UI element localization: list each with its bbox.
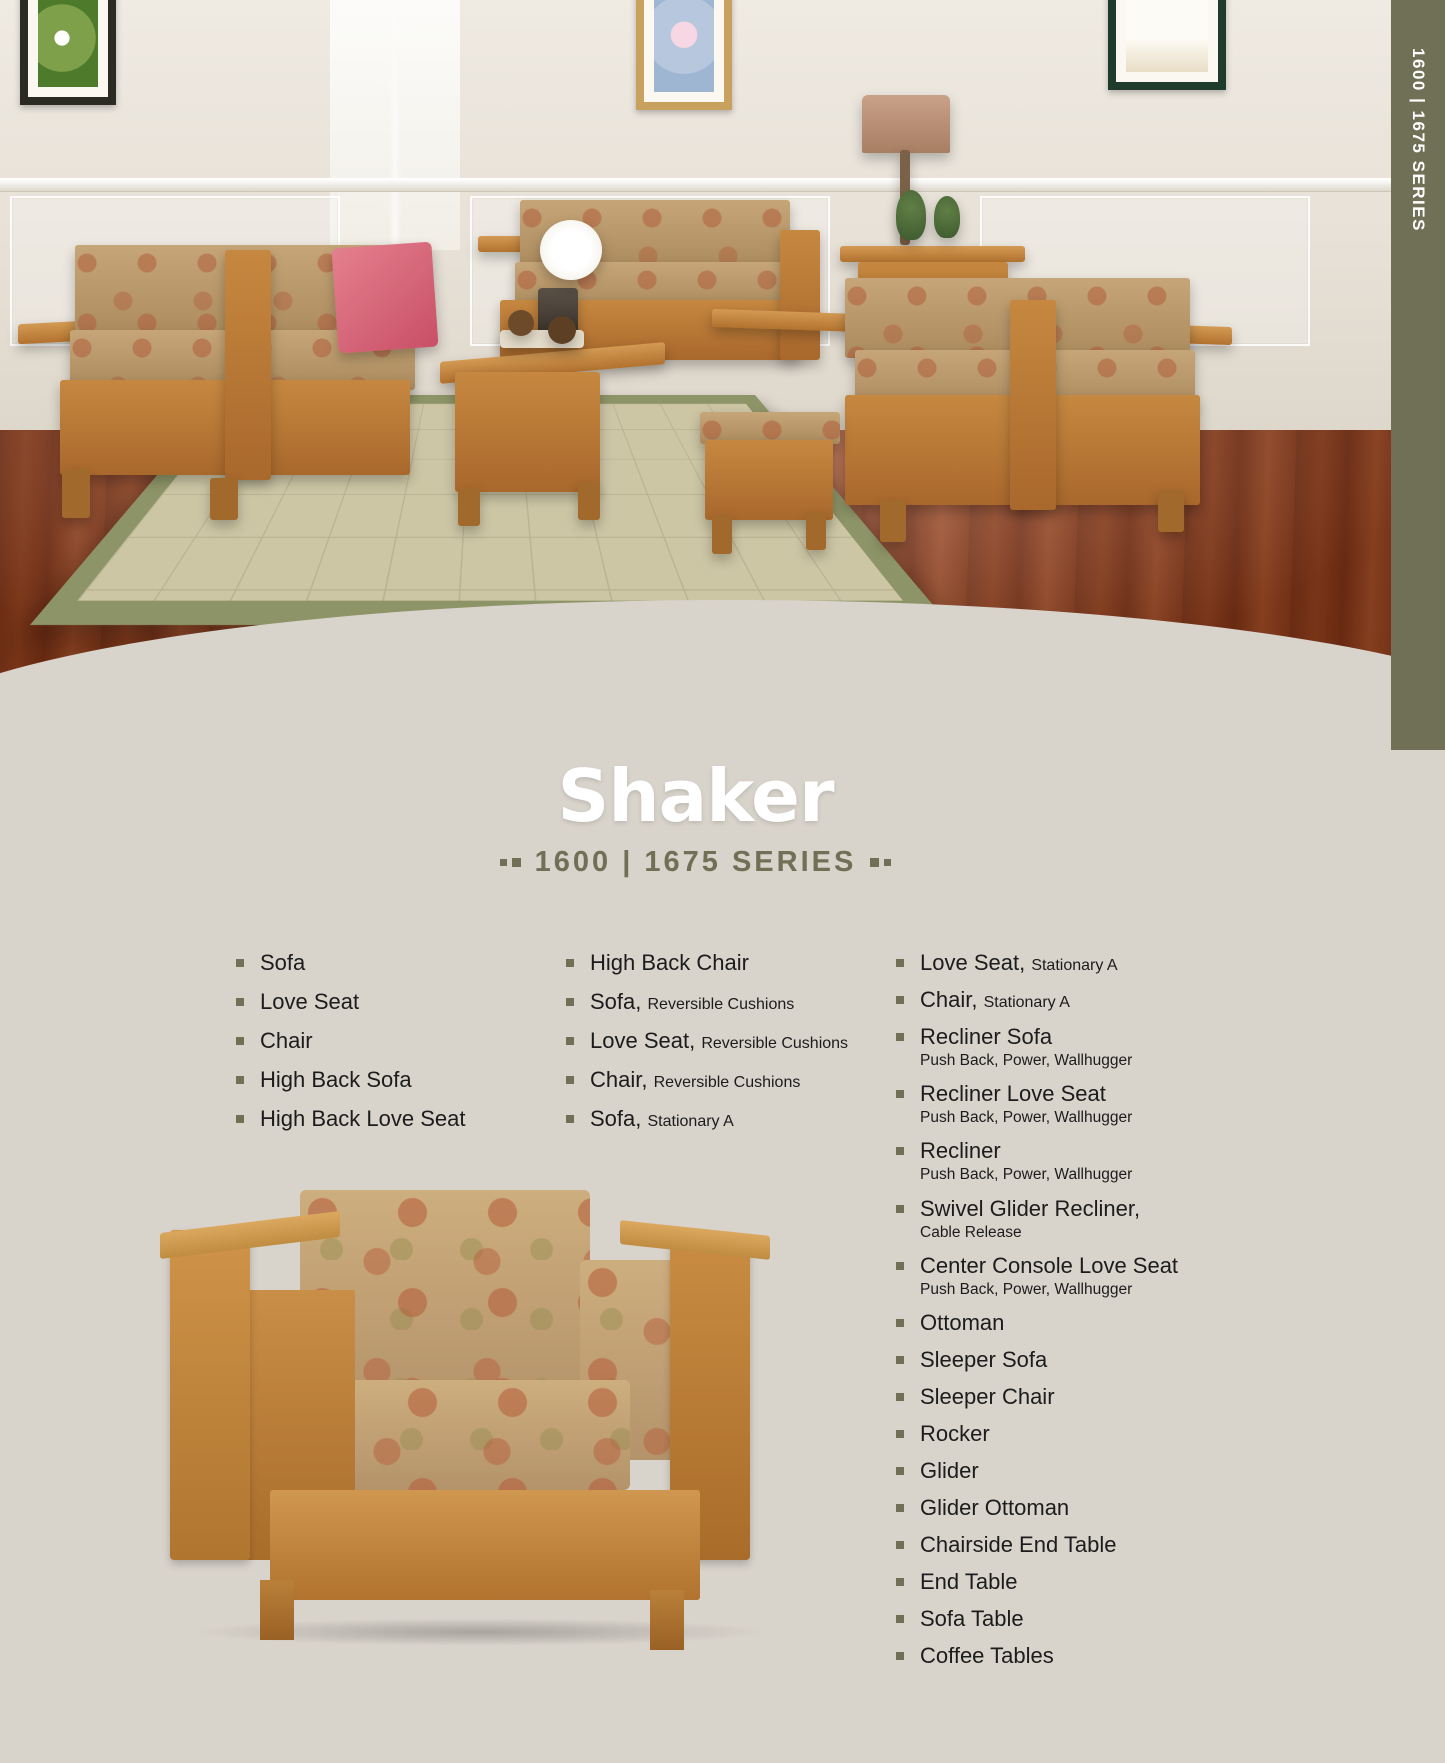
- sofa-center-arm-right: [780, 230, 820, 360]
- item-label: Recliner Sofa: [920, 1023, 1053, 1049]
- item-label: High Back Love Seat: [260, 1105, 466, 1131]
- series-side-tab-label: 1600 | 1675 SERIES: [1409, 48, 1428, 232]
- item-note: Reversible Cushions: [701, 1034, 849, 1052]
- item-label: Sofa: [260, 950, 306, 975]
- item-label: Chair,: [920, 986, 978, 1012]
- list-item: [890, 1024, 1290, 1070]
- coffee-table-leg: [578, 482, 600, 520]
- list-item: [890, 1532, 1290, 1558]
- list-item: [890, 1421, 1290, 1447]
- item-note: Stationary A: [1031, 957, 1118, 974]
- framed-art-right: [1108, 0, 1226, 90]
- item-label: Love Seat: [260, 988, 360, 1014]
- item-label: Sofa,: [590, 1105, 642, 1131]
- page-subtitle: 1600 | 1675 SERIES: [534, 846, 857, 878]
- item-label: Ottoman: [920, 1310, 1005, 1336]
- item-note: Stationary A: [983, 993, 1070, 1011]
- sofa-left-arm-right: [225, 250, 271, 480]
- list-item: [890, 1310, 1290, 1336]
- list-item: [890, 1347, 1290, 1373]
- list-item: [560, 989, 890, 1015]
- orchid-blooms: [540, 220, 602, 280]
- pink-throw-blanket: [331, 242, 438, 354]
- list-item: [230, 950, 560, 976]
- item-label: High Back Sofa: [260, 1066, 412, 1092]
- item-label: Love Seat,: [920, 950, 1026, 975]
- chair-front-right-leg: [650, 1590, 684, 1650]
- list-item: [890, 1384, 1290, 1410]
- item-label: Sleeper Chair: [920, 1383, 1055, 1409]
- list-item: [560, 1028, 890, 1054]
- item-label: Chairside End Table: [920, 1531, 1117, 1557]
- chair-seat-cushion: [310, 1380, 630, 1490]
- decor-ball: [508, 310, 534, 336]
- series-side-tab: [1391, 0, 1445, 750]
- topiary-plant: [896, 190, 926, 240]
- item-sub: Cable Release: [920, 1223, 1022, 1241]
- list-item: [890, 1569, 1290, 1595]
- list-item: [890, 1606, 1290, 1632]
- framed-art-center: [636, 0, 732, 110]
- list-item: [890, 987, 1290, 1013]
- item-label: Love Seat,: [590, 1027, 696, 1053]
- list-item: [890, 1196, 1290, 1242]
- item-label: Recliner: [920, 1138, 1001, 1164]
- wall-chair-rail: [0, 178, 1391, 192]
- side-table-top: [840, 246, 1025, 262]
- list-item: [890, 1081, 1290, 1127]
- item-label: High Back Chair: [590, 950, 749, 975]
- item-label: Center Console Love Seat: [920, 1252, 1179, 1278]
- list-item: [230, 989, 560, 1015]
- product-chair-photo: [150, 1130, 800, 1650]
- list-item: [560, 950, 890, 976]
- item-label: Sofa,: [590, 988, 642, 1014]
- item-label: End Table: [920, 1568, 1018, 1594]
- item-sub: Push Back, Power, Wallhugger: [920, 1109, 1133, 1127]
- list-item: [890, 1253, 1290, 1299]
- list-item: [890, 1458, 1290, 1484]
- list-item: [890, 1643, 1290, 1669]
- item-sub: Push Back, Power, Wallhugger: [920, 1280, 1133, 1298]
- item-note: Stationary A: [647, 1112, 734, 1130]
- item-label: Glider: [920, 1457, 979, 1483]
- page-title: Shaker: [557, 754, 834, 838]
- ottoman-body: [705, 440, 833, 520]
- sofa-left-leg: [62, 470, 90, 518]
- chair-left-arm: [170, 1230, 250, 1560]
- item-label: Chair,: [590, 1066, 648, 1092]
- item-label: Sofa Table: [920, 1605, 1024, 1631]
- list-item: [890, 1495, 1290, 1521]
- sofa-right-leg: [1158, 490, 1184, 532]
- item-sub: Push Back, Power, Wallhugger: [920, 1051, 1133, 1069]
- item-label: Glider Ottoman: [920, 1494, 1070, 1520]
- item-label: Rocker: [920, 1420, 990, 1446]
- sofa-left-leg: [210, 478, 238, 520]
- square-ornament-right: [870, 858, 891, 867]
- list-item: [560, 1067, 890, 1093]
- chair-front-rail: [270, 1490, 700, 1600]
- chair-front-left-leg: [260, 1580, 294, 1640]
- decor-ball: [548, 316, 576, 344]
- item-label: Sleeper Sofa: [920, 1347, 1048, 1373]
- window-light: [330, 0, 460, 250]
- feature-column-3: [890, 950, 1290, 1680]
- coffee-table-leg: [458, 488, 480, 526]
- item-note: Reversible Cushions: [647, 995, 795, 1013]
- title-block: [0, 754, 1391, 879]
- ottoman-leg: [806, 512, 826, 550]
- topiary-plant: [934, 196, 960, 238]
- item-label: Swivel Glider Recliner,: [920, 1195, 1141, 1221]
- list-item: [890, 950, 1290, 976]
- coffee-table-body: [455, 372, 600, 492]
- ottoman-leg: [712, 516, 732, 554]
- list-item: [890, 1138, 1290, 1184]
- list-item: [230, 1028, 560, 1054]
- item-label: Chair: [260, 1027, 313, 1053]
- square-ornament-left: [500, 858, 521, 867]
- framed-art-left: [20, 0, 116, 105]
- list-item: [560, 1106, 890, 1132]
- lamp-shade: [862, 95, 950, 153]
- item-label: Coffee Tables: [920, 1642, 1054, 1668]
- list-item: [230, 1106, 560, 1132]
- list-item: [230, 1067, 560, 1093]
- item-sub: Push Back, Power, Wallhugger: [920, 1166, 1133, 1184]
- item-label: Recliner Love Seat: [920, 1081, 1106, 1107]
- room-scene-photo: [0, 0, 1391, 700]
- sofa-right-leg: [880, 500, 906, 542]
- item-note: Reversible Cushions: [653, 1073, 801, 1091]
- subtitle-row: [0, 846, 1391, 879]
- sofa-right-arm: [1010, 300, 1056, 510]
